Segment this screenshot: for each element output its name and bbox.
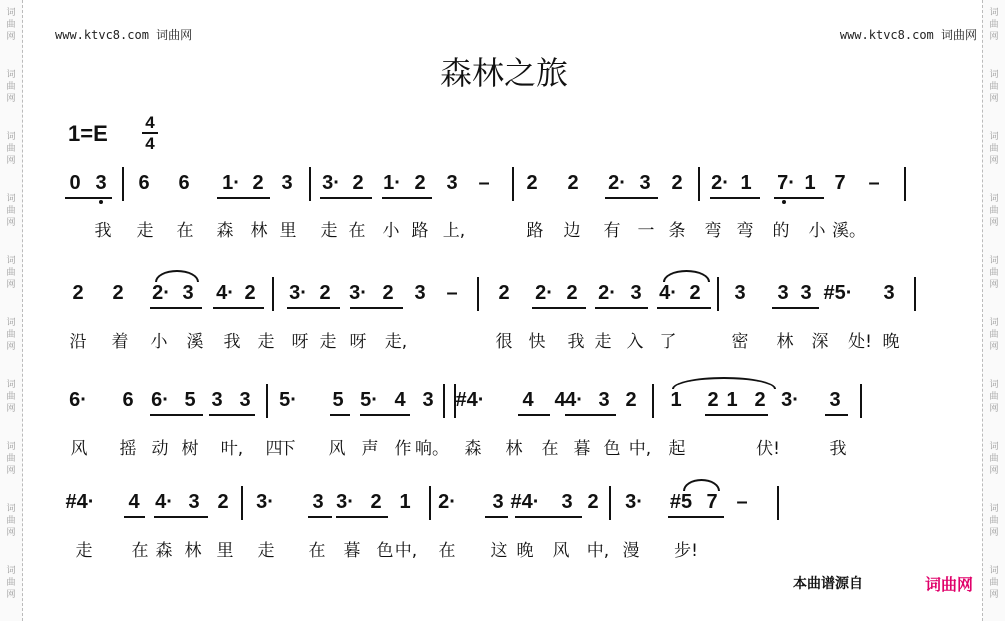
note: 2 bbox=[567, 172, 579, 194]
note: 2· bbox=[711, 172, 729, 194]
lyric-word: 走 bbox=[257, 332, 275, 352]
note: 3 bbox=[422, 389, 434, 411]
lyric-word: 的 bbox=[772, 221, 790, 241]
watermark-glyph: 词 bbox=[6, 318, 16, 328]
lyric-word: 溪。 bbox=[832, 221, 866, 241]
watermark-glyph: 网 bbox=[989, 94, 999, 104]
beam-underline bbox=[320, 197, 372, 199]
watermark-glyph: 曲 bbox=[6, 516, 16, 526]
lyric-word: 晚 bbox=[516, 541, 534, 561]
watermark-glyph: 曲 bbox=[989, 20, 999, 30]
lyric-word: 在 bbox=[308, 541, 326, 561]
barline bbox=[241, 486, 243, 520]
note: 6 bbox=[122, 389, 134, 411]
beam-underline bbox=[705, 414, 768, 416]
right-watermark-strip bbox=[982, 0, 1005, 621]
lyric-word: 响。 bbox=[415, 439, 449, 459]
lyric-word: 我 bbox=[94, 221, 112, 241]
lyric-word: 一 bbox=[637, 221, 655, 241]
lyric-word: 我 bbox=[829, 439, 847, 459]
note: 2 bbox=[352, 172, 364, 194]
lyric-word: 走 bbox=[257, 541, 275, 561]
lyric-word: 边 bbox=[563, 221, 581, 241]
beam-underline bbox=[485, 516, 508, 518]
barline bbox=[914, 277, 916, 311]
beam-underline bbox=[565, 414, 616, 416]
song-title: 森林之旅 bbox=[440, 54, 569, 92]
note: 4 bbox=[554, 389, 566, 411]
lyric-word: 林 bbox=[250, 221, 268, 241]
barline bbox=[272, 277, 274, 311]
watermark-glyph: 词 bbox=[989, 318, 999, 328]
watermark-glyph: 曲 bbox=[6, 268, 16, 278]
note: 3 bbox=[182, 282, 194, 304]
lyric-word: 森 bbox=[464, 439, 482, 459]
barline bbox=[698, 167, 700, 201]
note: 2 bbox=[625, 389, 637, 411]
note: 2 bbox=[566, 282, 578, 304]
beam-underline bbox=[382, 197, 432, 199]
lyric-word: 暮 bbox=[573, 439, 591, 459]
watermark-glyph: 网 bbox=[989, 528, 999, 538]
watermark-glyph: 网 bbox=[6, 404, 16, 414]
site-url-right[interactable]: www.ktvc8.com 词曲网 bbox=[839, 28, 977, 42]
watermark-glyph: 网 bbox=[989, 590, 999, 600]
lyric-word: 下 bbox=[278, 439, 296, 459]
beam-underline bbox=[350, 307, 403, 309]
beam-underline bbox=[605, 197, 658, 199]
note: 2 bbox=[587, 491, 599, 513]
beam-underline bbox=[668, 516, 724, 518]
brand-logo[interactable]: 词曲网 bbox=[924, 575, 973, 594]
beam-underline bbox=[150, 307, 202, 309]
lyric-word: 伏! bbox=[756, 439, 780, 459]
lyric-word: 中, bbox=[586, 541, 610, 561]
watermark-glyph: 词 bbox=[989, 256, 999, 266]
watermark-glyph: 词 bbox=[989, 442, 999, 452]
note: 5 bbox=[332, 389, 344, 411]
note: 2 bbox=[217, 491, 229, 513]
beam-underline bbox=[595, 307, 648, 309]
note: 3 bbox=[734, 282, 746, 304]
note: 3 bbox=[312, 491, 324, 513]
barline bbox=[652, 384, 654, 418]
lyric-word: 林 bbox=[184, 541, 202, 561]
watermark-glyph: 网 bbox=[6, 590, 16, 600]
lyric-word: 树 bbox=[181, 439, 199, 459]
watermark-glyph: 曲 bbox=[6, 454, 16, 464]
watermark-glyph: 词 bbox=[6, 70, 16, 80]
barline bbox=[609, 486, 611, 520]
watermark-glyph: 词 bbox=[989, 8, 999, 18]
lyric-word: 了 bbox=[659, 332, 677, 352]
watermark-glyph: 网 bbox=[989, 404, 999, 414]
note: 2 bbox=[319, 282, 331, 304]
watermark-glyph: 词 bbox=[989, 194, 999, 204]
watermark-glyph: 曲 bbox=[989, 82, 999, 92]
note: – bbox=[446, 282, 458, 304]
note: 3 bbox=[281, 172, 293, 194]
watermark-glyph: 词 bbox=[989, 132, 999, 142]
note: 3 bbox=[211, 389, 223, 411]
note: 3· bbox=[625, 491, 643, 513]
beam-underline bbox=[213, 307, 264, 309]
lyric-word: 暮 bbox=[343, 541, 361, 561]
lyric-word: 上, bbox=[442, 221, 466, 241]
lower-octave-dot bbox=[782, 200, 786, 204]
watermark-glyph: 网 bbox=[6, 218, 16, 228]
lyric-word: 沿 bbox=[69, 332, 87, 352]
lyric-word: 四 bbox=[265, 439, 283, 459]
beam-underline bbox=[154, 516, 208, 518]
note: 1 bbox=[399, 491, 411, 513]
note: 3· bbox=[781, 389, 799, 411]
watermark-glyph: 词 bbox=[6, 132, 16, 142]
note: 1 bbox=[726, 389, 738, 411]
watermark-glyph: 词 bbox=[6, 442, 16, 452]
lyric-word: 小 bbox=[808, 221, 826, 241]
note: #4· bbox=[510, 491, 540, 513]
lyric-word: 在 bbox=[438, 541, 456, 561]
watermark-glyph: 曲 bbox=[989, 516, 999, 526]
lyric-word: 在 bbox=[131, 541, 149, 561]
note: 2· bbox=[598, 282, 616, 304]
watermark-glyph: 曲 bbox=[989, 454, 999, 464]
slur bbox=[663, 270, 710, 282]
note: 5· bbox=[360, 389, 378, 411]
note: 2 bbox=[72, 282, 84, 304]
left-watermark-strip bbox=[0, 0, 23, 621]
watermark-glyph: 网 bbox=[6, 342, 16, 352]
watermark-glyph: 曲 bbox=[6, 144, 16, 154]
lyric-word: 漫 bbox=[622, 541, 640, 561]
note: 1 bbox=[670, 389, 682, 411]
note: 1 bbox=[740, 172, 752, 194]
watermark-glyph: 曲 bbox=[989, 578, 999, 588]
note: – bbox=[478, 172, 490, 194]
beam-underline bbox=[65, 197, 112, 199]
note: 3 bbox=[492, 491, 504, 513]
slur bbox=[672, 377, 776, 389]
lyric-word: 密 bbox=[731, 332, 749, 352]
watermark-glyph: 曲 bbox=[989, 392, 999, 402]
note: #5· bbox=[823, 282, 853, 304]
note: 6· bbox=[69, 389, 87, 411]
beam-underline bbox=[360, 414, 410, 416]
note: 2· bbox=[152, 282, 170, 304]
beam-underline bbox=[209, 414, 255, 416]
note: #4· bbox=[455, 389, 485, 411]
note: 3· bbox=[322, 172, 340, 194]
note: 3· bbox=[289, 282, 307, 304]
note: 3· bbox=[336, 491, 354, 513]
lyric-word: 走 bbox=[136, 221, 154, 241]
watermark-glyph: 词 bbox=[6, 194, 16, 204]
barline bbox=[443, 384, 445, 418]
note: 3 bbox=[639, 172, 651, 194]
lyric-word: 走 bbox=[594, 332, 612, 352]
lyric-word: 林 bbox=[505, 439, 523, 459]
lyric-word: 弯 bbox=[736, 221, 754, 241]
lyric-word: 里 bbox=[216, 541, 234, 561]
beam-underline bbox=[710, 197, 760, 199]
watermark-glyph: 网 bbox=[6, 156, 16, 166]
lyric-word: 我 bbox=[223, 332, 241, 352]
lyric-word: 呀 bbox=[349, 332, 367, 352]
lyric-word: 小 bbox=[382, 221, 400, 241]
watermark-glyph: 网 bbox=[6, 94, 16, 104]
lyric-word: 处! bbox=[848, 332, 872, 352]
lyric-word: 风 bbox=[552, 541, 570, 561]
lyric-word: 中, bbox=[628, 439, 652, 459]
lyric-word: 入 bbox=[626, 332, 644, 352]
watermark-glyph: 曲 bbox=[989, 330, 999, 340]
note: 2 bbox=[754, 389, 766, 411]
note: 4 bbox=[394, 389, 406, 411]
lyric-word: 声 bbox=[361, 439, 379, 459]
beam-underline bbox=[774, 197, 824, 199]
note: 2· bbox=[535, 282, 553, 304]
note: 2 bbox=[252, 172, 264, 194]
note: 4· bbox=[659, 282, 677, 304]
watermark-glyph: 网 bbox=[989, 342, 999, 352]
watermark-glyph: 词 bbox=[6, 380, 16, 390]
watermark-glyph: 词 bbox=[6, 8, 16, 18]
note: 3 bbox=[777, 282, 789, 304]
beam-underline bbox=[308, 516, 332, 518]
note: #4· bbox=[65, 491, 95, 513]
note: 6 bbox=[138, 172, 150, 194]
note: 1 bbox=[804, 172, 816, 194]
note: 4· bbox=[216, 282, 234, 304]
watermark-glyph: 曲 bbox=[989, 144, 999, 154]
lyric-word: 深 bbox=[811, 332, 829, 352]
watermark-glyph: 词 bbox=[989, 504, 999, 514]
note: 7· bbox=[777, 172, 795, 194]
note: – bbox=[868, 172, 880, 194]
watermark-glyph: 词 bbox=[6, 566, 16, 576]
lyric-word: 风 bbox=[70, 439, 88, 459]
note: 3 bbox=[598, 389, 610, 411]
slur bbox=[683, 479, 720, 491]
note: 4 bbox=[128, 491, 140, 513]
lyric-word: 在 bbox=[348, 221, 366, 241]
lyric-word: 很 bbox=[495, 332, 513, 352]
note: #5 bbox=[669, 491, 693, 513]
note: 4 bbox=[522, 389, 534, 411]
beam-underline bbox=[518, 414, 550, 416]
lyric-word: 条 bbox=[668, 221, 686, 241]
note: 3 bbox=[239, 389, 251, 411]
note: 2 bbox=[112, 282, 124, 304]
lyric-word: 走 bbox=[320, 221, 338, 241]
watermark-glyph: 网 bbox=[989, 466, 999, 476]
lyric-word: 弯 bbox=[704, 221, 722, 241]
watermark-glyph: 网 bbox=[989, 218, 999, 228]
note: 3· bbox=[256, 491, 274, 513]
lyric-word: 呀 bbox=[291, 332, 309, 352]
beam-underline bbox=[825, 414, 848, 416]
watermark-glyph: 曲 bbox=[6, 578, 16, 588]
note: 2 bbox=[382, 282, 394, 304]
note: 3 bbox=[188, 491, 200, 513]
watermark-glyph: 网 bbox=[989, 32, 999, 42]
lyric-word: 走 bbox=[319, 332, 337, 352]
watermark-glyph: 曲 bbox=[989, 206, 999, 216]
watermark-glyph: 网 bbox=[989, 156, 999, 166]
lyric-word: 我 bbox=[567, 332, 585, 352]
note: 1· bbox=[222, 172, 240, 194]
watermark-glyph: 网 bbox=[6, 32, 16, 42]
lyric-word: 走, bbox=[384, 332, 408, 352]
note: 2 bbox=[671, 172, 683, 194]
lyric-word: 在 bbox=[176, 221, 194, 241]
lyric-word: 路 bbox=[411, 221, 429, 241]
lyric-word: 起 bbox=[668, 439, 686, 459]
beam-underline bbox=[772, 307, 819, 309]
lyric-word: 有 bbox=[603, 221, 621, 241]
lyric-word: 溪 bbox=[186, 332, 204, 352]
lyric-word: 里 bbox=[279, 221, 297, 241]
lyric-word: 叶, bbox=[220, 439, 244, 459]
lyric-word: 色 bbox=[376, 541, 394, 561]
watermark-glyph: 曲 bbox=[6, 82, 16, 92]
barline bbox=[454, 384, 456, 418]
lower-octave-dot bbox=[99, 200, 103, 204]
lyric-word: 动 bbox=[151, 439, 169, 459]
lyric-word: 作 bbox=[394, 439, 412, 459]
lyric-word: 步! bbox=[674, 541, 698, 561]
lyric-word: 小 bbox=[150, 332, 168, 352]
note: 4· bbox=[565, 389, 583, 411]
note: 3 bbox=[95, 172, 107, 194]
lyric-word: 中, bbox=[394, 541, 418, 561]
lyric-word: 走 bbox=[75, 541, 93, 561]
lyric-word: 风 bbox=[328, 439, 346, 459]
lyric-word: 路 bbox=[526, 221, 544, 241]
lyric-word: 林 bbox=[776, 332, 794, 352]
beam-underline bbox=[336, 516, 388, 518]
watermark-glyph: 网 bbox=[6, 280, 16, 290]
note: 3 bbox=[446, 172, 458, 194]
watermark-glyph: 词 bbox=[6, 504, 16, 514]
beam-underline bbox=[287, 307, 340, 309]
note: 2 bbox=[498, 282, 510, 304]
lyric-word: 着 bbox=[111, 332, 129, 352]
beam-underline bbox=[532, 307, 586, 309]
note: 2 bbox=[414, 172, 426, 194]
slur bbox=[155, 270, 199, 282]
note: 3 bbox=[883, 282, 895, 304]
note: 2· bbox=[608, 172, 626, 194]
watermark-glyph: 曲 bbox=[6, 330, 16, 340]
beam-underline bbox=[124, 516, 145, 518]
watermark-glyph: 词 bbox=[989, 70, 999, 80]
barline bbox=[122, 167, 124, 201]
barline bbox=[904, 167, 906, 201]
watermark-glyph: 曲 bbox=[6, 20, 16, 30]
note: 3 bbox=[561, 491, 573, 513]
note: 2 bbox=[370, 491, 382, 513]
note: 1· bbox=[383, 172, 401, 194]
barline bbox=[860, 384, 862, 418]
note: 3 bbox=[829, 389, 841, 411]
barline bbox=[266, 384, 268, 418]
note: 6 bbox=[178, 172, 190, 194]
note: 7 bbox=[834, 172, 846, 194]
beam-underline bbox=[515, 516, 582, 518]
note: – bbox=[736, 491, 748, 513]
lyric-word: 森 bbox=[155, 541, 173, 561]
lyric-word: 森 bbox=[216, 221, 234, 241]
barline bbox=[477, 277, 479, 311]
beam-underline bbox=[657, 307, 711, 309]
barline bbox=[429, 486, 431, 520]
lyric-word: 在 bbox=[541, 439, 559, 459]
note: 3 bbox=[414, 282, 426, 304]
lyric-word: 晚 bbox=[882, 332, 900, 352]
barline bbox=[512, 167, 514, 201]
note: 2 bbox=[689, 282, 701, 304]
note: 2 bbox=[707, 389, 719, 411]
source-label: 本曲谱源自 bbox=[793, 576, 863, 592]
barline bbox=[777, 486, 779, 520]
note: 0 bbox=[69, 172, 81, 194]
watermark-glyph: 词 bbox=[989, 566, 999, 576]
watermark-glyph: 词 bbox=[989, 380, 999, 390]
lyric-word: 摇 bbox=[119, 439, 137, 459]
key-signature: 1=E bbox=[68, 121, 108, 146]
watermark-glyph: 网 bbox=[6, 466, 16, 476]
site-url-left[interactable]: www.ktvc8.com 词曲网 bbox=[55, 28, 193, 42]
note: 3 bbox=[630, 282, 642, 304]
lyric-word: 色 bbox=[603, 439, 621, 459]
barline bbox=[717, 277, 719, 311]
lyric-word: 快 bbox=[528, 332, 546, 352]
watermark-glyph: 词 bbox=[6, 256, 16, 266]
note: 5 bbox=[184, 389, 196, 411]
note: 7 bbox=[706, 491, 718, 513]
watermark-glyph: 网 bbox=[989, 280, 999, 290]
note: 6· bbox=[151, 389, 169, 411]
note: 4· bbox=[155, 491, 173, 513]
barline bbox=[309, 167, 311, 201]
beam-underline bbox=[330, 414, 350, 416]
beam-underline bbox=[217, 197, 270, 199]
beam-underline bbox=[150, 414, 203, 416]
lyric-word: 这 bbox=[490, 541, 508, 561]
note: 5· bbox=[279, 389, 297, 411]
note: 2 bbox=[526, 172, 538, 194]
watermark-glyph: 曲 bbox=[6, 392, 16, 402]
watermark-glyph: 曲 bbox=[989, 268, 999, 278]
time-signature-top: 4 bbox=[145, 113, 155, 132]
watermark-glyph: 曲 bbox=[6, 206, 16, 216]
watermark-glyph: 网 bbox=[6, 528, 16, 538]
note: 2 bbox=[244, 282, 256, 304]
time-signature bbox=[142, 114, 158, 152]
note: 2· bbox=[438, 491, 456, 513]
note: 3 bbox=[800, 282, 812, 304]
note: 3· bbox=[349, 282, 367, 304]
time-signature-bottom: 4 bbox=[145, 134, 155, 153]
